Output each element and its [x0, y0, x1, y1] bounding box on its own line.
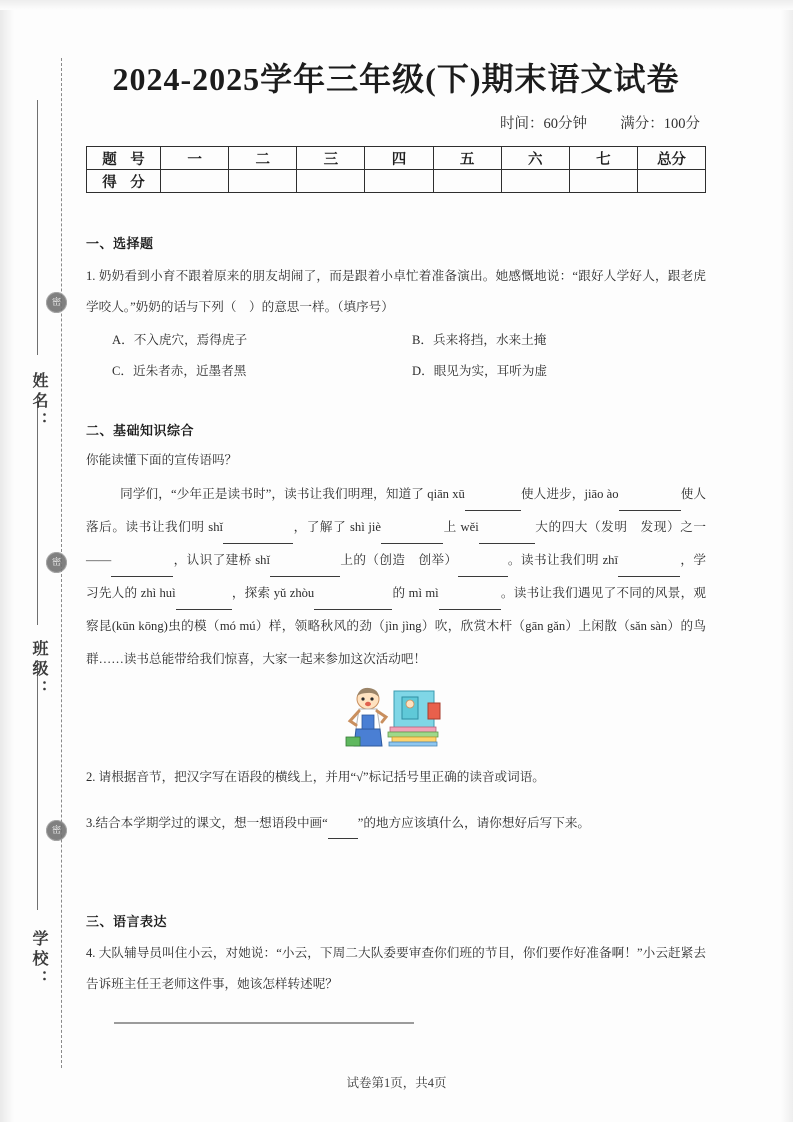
passage-part-7: ，认识了建桥 shǐ [173, 553, 270, 567]
passage-part-5: 上 wěi [443, 520, 479, 534]
passage-part-8: 上的（创造 创举） [339, 553, 458, 567]
passage-part-13: 。读书让我们遇见了不同的风景，观察昆(kūn kōng)虫的模（mó mú）样，领略秋风的劲（jìn jìng）吹，欣赏木杆（gān gǎn）上闲散（sǎn sàn）的鸟群……读书总能带给我们惊喜，大家一起来参加这次活动吧！ [86, 586, 707, 666]
question-4-text: 大队辅导员叫住小云，对她说：“小云，下周二大队委要审查你们班的节目，你们要作好准备啊！”小云赶紧去告诉班主任王老师这件事，她该怎样转述呢？ [86, 946, 706, 991]
col-header-3: 三 [297, 147, 365, 170]
passage-blank[interactable] [479, 530, 535, 544]
section-2 [86, 420, 706, 839]
passage-blank[interactable] [270, 563, 340, 577]
table-row-scores [87, 170, 706, 193]
option-c[interactable]: C．近朱者赤，近墨者黑 [112, 364, 247, 378]
passage-part-10: ，学习先人的 zhì huì [86, 553, 706, 600]
score-cell-3[interactable] [297, 170, 365, 193]
section-1-heading: 一、选择题 [86, 236, 154, 251]
section-2-prompt: 你能读懂下面的宣传语吗？ [86, 453, 238, 467]
score-table [86, 146, 706, 193]
col-header-total: 总分 [637, 147, 705, 170]
seal-stamp-icon: 密 [46, 292, 67, 313]
question-3-number: 3. [86, 816, 96, 830]
section-1 [86, 233, 706, 387]
total-score-label: 满分：100分 [620, 116, 700, 132]
score-cell-5[interactable] [433, 170, 501, 193]
score-cell-1[interactable] [161, 170, 229, 193]
question-1 [86, 261, 706, 323]
passage-part-11: ，探索 yǔ zhòu [231, 586, 315, 600]
col-header-2: 二 [229, 147, 297, 170]
scan-edge-left [0, 0, 14, 1122]
passage-part-1: 同学们，“少年正是读书时”，读书让我们明理，知道了 qiān xū [120, 487, 465, 501]
exam-meta [86, 112, 706, 133]
question-2-number: 2. [86, 770, 96, 784]
page-footer: 试卷第1页，共4页 [346, 1076, 447, 1090]
passage-blank[interactable] [618, 563, 680, 577]
row-label-score: 得 分 [87, 170, 161, 193]
passage-part-12: 的 mì mì [392, 586, 439, 600]
passage-blank[interactable] [176, 596, 232, 610]
reading-passage [86, 478, 706, 676]
section-3-heading: 三、语言表达 [86, 914, 168, 929]
passage-blank[interactable] [111, 563, 173, 577]
margin-label-name: 姓名： [30, 372, 47, 432]
score-cell-total[interactable] [637, 170, 705, 193]
passage-blank[interactable] [458, 563, 508, 577]
question-3-text-after: ”的地方应该填什么，请你想好后写下来。 [357, 816, 591, 830]
content-column [86, 0, 706, 1024]
passage-part-6: 大的四大（发明 发现）之一—— [86, 520, 706, 567]
boy-reading-books-illustration [342, 685, 450, 747]
col-header-4: 四 [365, 147, 433, 170]
passage-blank[interactable] [314, 596, 392, 610]
passage-part-2: 使人进步，jiāo ào [520, 487, 619, 501]
section-2-heading: 二、基础知识综合 [86, 423, 195, 438]
margin-label-school: 学校： [30, 930, 47, 990]
section-3 [86, 911, 706, 1024]
table-row-question-numbers [87, 147, 706, 170]
score-cell-7[interactable] [569, 170, 637, 193]
passage-blank[interactable] [619, 497, 681, 511]
passage-blank[interactable] [465, 497, 521, 511]
option-d[interactable]: D．眼见为实，耳听为虚 [412, 364, 548, 378]
col-header-6: 六 [501, 147, 569, 170]
passage-blank[interactable] [223, 530, 293, 544]
question-4 [86, 938, 706, 1000]
col-header-5: 五 [433, 147, 501, 170]
question-2-text: 请根据音节，把汉字写在语段的横线上，并用“√”标记括号里正确的读音或词语。 [98, 770, 545, 784]
row-label-question-no: 题 号 [87, 147, 161, 170]
margin-rule [37, 100, 38, 355]
passage-blank[interactable] [381, 530, 443, 544]
question-1-text: 奶奶看到小育不跟着原来的朋友胡闹了，而是跟着小卓忙着准备演出。她感慨地说：“跟好人学好人，跟老虎学咬人。”奶奶的话与下列（ ）的意思一样。（填序号） [86, 269, 706, 314]
time-label: 时间：60分钟 [500, 116, 587, 132]
question-4-number: 4. [86, 946, 96, 960]
question-2 [86, 761, 706, 793]
question-3 [86, 807, 706, 839]
question-1-options [86, 325, 706, 387]
seal-stamp-icon: 密 [46, 552, 67, 573]
seal-stamp-icon: 密 [46, 820, 67, 841]
score-cell-2[interactable] [229, 170, 297, 193]
page-title: 2024-2025学年三年级(下)期末语文试卷 [112, 61, 680, 97]
margin-label-class: 班级： [30, 640, 47, 700]
col-header-7: 七 [569, 147, 637, 170]
scan-edge-right [781, 0, 793, 1122]
option-b[interactable]: B．兵来将挡，水来土掩 [412, 333, 547, 347]
question-3-text-before: 结合本学期学过的课文，想一想语段中画“ [95, 816, 328, 830]
passage-part-3: 使人落后。读书让我们明 shǐ [86, 487, 707, 534]
option-a[interactable]: A．不入虎穴，焉得虎子 [112, 333, 248, 347]
score-cell-4[interactable] [365, 170, 433, 193]
question-1-number: 1. [86, 269, 96, 283]
passage-blank[interactable] [439, 596, 501, 610]
col-header-1: 一 [161, 147, 229, 170]
score-cell-6[interactable] [501, 170, 569, 193]
question-3-inline-blank[interactable] [328, 826, 358, 839]
passage-part-9: 。读书让我们明 zhī [507, 553, 618, 567]
question-4-answer-line[interactable] [114, 1022, 414, 1024]
passage-part-4: ，了解了 shì jiè [293, 520, 382, 534]
